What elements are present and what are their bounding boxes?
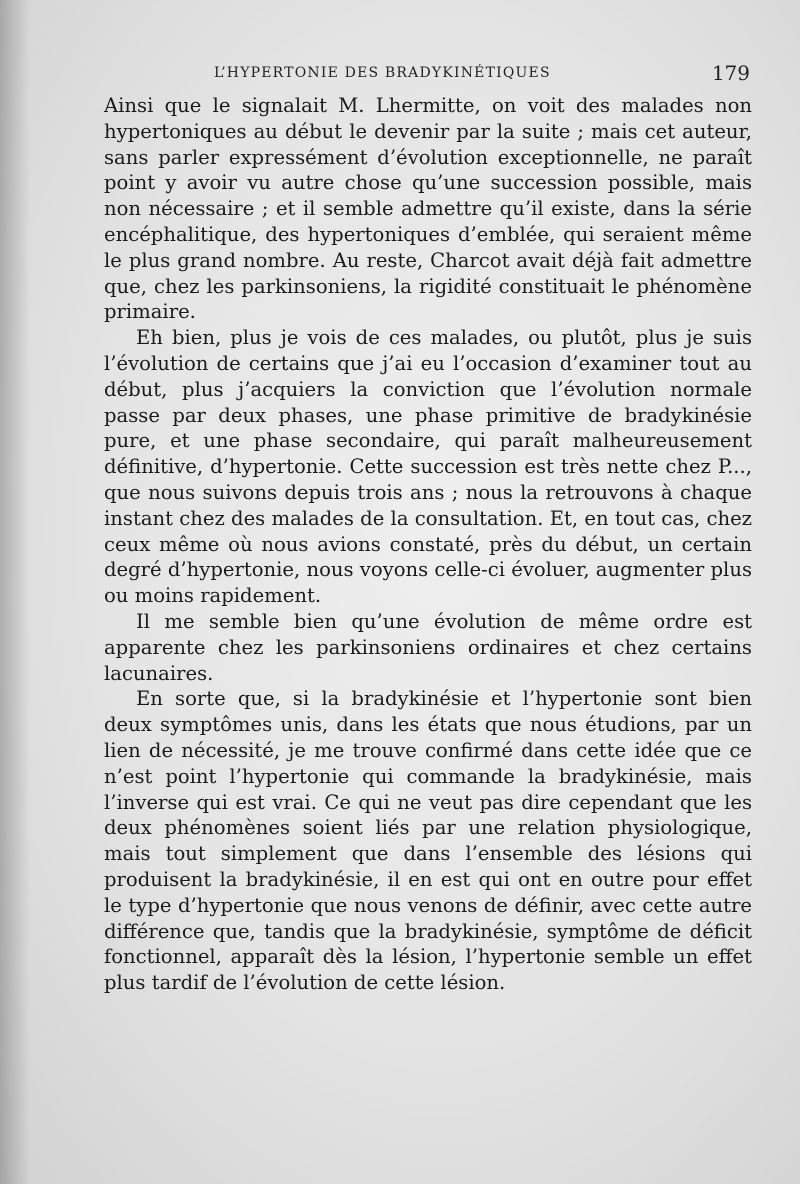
paragraph: Eh bien, plus je vois de ces malades, ou plutôt, plus je suis l’évolution de certains que j’ai eu l’occasion d’examiner tout au début, plus j’acquiers la conviction que l’évolution normale passe par deux phases, une phase primitive de bradykinésie pure, et une phase secondaire, qui paraît malheureusement définitive, d’hypertonie. Cette succession est très nette chez P..., que nous suivons depuis trois ans ; nous la retrouvons à chaque instant chez des malades de la consultation. Et, en tout cas, chez ceux même où nous avions constaté, près du début, un certain degré d’hypertonie, nous voyons celle-ci évoluer, augmenter plus ou moins rapidement. xyxy=(104,326,752,608)
binding-shadow xyxy=(0,0,30,1184)
paragraph: Ainsi que le signalait M. Lhermitte, on voit des malades non hypertoniques au début le devenir par la suite ; mais cet auteur, sans parler expressément d’évolution exceptionnelle, ne paraît point y avoir vu autre chose qu’une succession possible, mais non nécessaire ; et il semble admettre qu’il existe, dans la série encéphalitique, des hypertoniques d’emblée, qui seraient même le plus grand nombre. Au reste, Charcot avait déjà fait admettre que, chez les parkinsoniens, la rigidité constituait le phénomène primaire. xyxy=(104,94,752,324)
paragraph: En sorte que, si la bradykinésie et l’hypertonie sont bien deux symptômes unis, dans les états que nous étudions, par un lien de nécessité, je me trouve confirmé dans cette idée que ce n’est point l’hypertonie qui commande la bradykinésie, mais l’inverse qui est vrai. Ce qui ne veut pas dire cependant que les deux phénomènes soient liés par une relation physiologique, mais tout simplement que dans l’ensemble des lésions qui produisent la bradykinésie, il en est qui ont en outre pour effet le type d’hypertonie que nous venons de définir, avec cette autre différence que, tandis que la bradykinésie, symptôme de déficit fonctionnel, apparaît dès la lésion, l’hypertonie semble un effet plus tardif de l’évolution de cette lésion. xyxy=(104,687,752,995)
running-head xyxy=(214,63,750,87)
running-title: L’HYPERTONIE DES BRADYKINÉTIQUES xyxy=(214,65,551,81)
body-text xyxy=(104,93,752,996)
paragraph: Il me semble bien qu’une évolution de même ordre est apparente chez les parkinsoniens ordinaires et chez certains lacunaires. xyxy=(104,609,752,685)
page-number: 179 xyxy=(711,61,750,85)
